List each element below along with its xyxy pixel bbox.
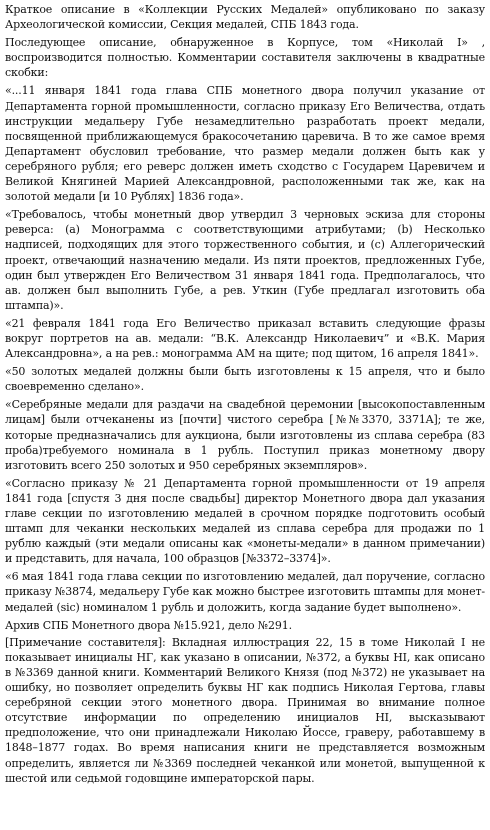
quote-paragraph-2: «Требовалось, чтобы монетный двор утвердил 3 черновых эскиза для стороны реверса: (a) Монограмма с соответствующими атрибутами; (b) Несколько надписей, подходящих для этого торжественного события, и (c) Аллегорический проект, отвечающий назначению медали. Из пяти проектов, предложенных Губе, один был утвержден Его Величеством 31 января 1841 года. Предполагалось, что ав. должен был выполнить Губе, а рев. Уткин (Губе предлагал изготовить оба штампа)». <box>5 208 485 312</box>
quote-paragraph-4: «50 золотых медалей должны были быть изготовлены к 15 апреля, что и было своевременно сделано». <box>5 365 485 394</box>
archive-reference: Архив СПБ Монетного двора №15.921, дело №291. <box>5 618 292 632</box>
quote-paragraph-6: «Согласно приказу № 21 Департамента горной промышленности от 19 апреля 1841 года [спустя 3 дня после свадьбы] директор Монетного двора дал указания главе секции по изготовлению медалей в срочном порядке подготовить особый штамп для чеканки нескольких медалей из сплава серебра для продажи по 1 рублю каждый (эти медали описаны как «монеты-медали» в данном примечании) и представить, для начала, 100 образцов [№3372–3374]». <box>5 476 485 566</box>
quote-paragraph-5: «Серебряные медали для раздачи на свадебной церемонии [высокопоставленным лицам] были отчеканены из [почти] чистого серебра [№№3370, 3371A]; те же, которые предназначались для аукциона, были изготовлены из сплава серебра (83 проба)требуемого номинала в 1 рубль. Поступил приказ монетному двору изготовить всего 250 золотых и 950 серебряных экземпляров». <box>5 398 485 472</box>
document-page <box>5 2 485 789</box>
quote-paragraph-3: «21 февраля 1841 года Его Величество приказал вставить следующие фразы вокруг портретов на ав. медали: “В.К. Александр Николаевич” и «В.К. Мария Александровна», а на рев.: монограмма АМ на щите; под щитом, 16 апреля 1841». <box>5 316 485 361</box>
compiler-note-paragraph: [Примечание составителя]: Вкладная иллюстрация 22, 15 в томе Николай I не показывает инициалы НГ, как указано в описании, №372, а буквы НI, как описано в №3369 данной книги. Комментарий Великого Князя (под №372) не указывает на ошибку, но позволяет определить буквы НГ как подпись Николая Гертова, главы серебряной секции этого монетного двора. Принимая во внимание полное отсутствие информации по определению инициалов НI, высказывают предположение, что они принадлежали Николаю Йоссе, граверу, работавшему в 1848–1877 годах. Во время написания книги не представляется возможным определить, является ли №3369 последней чеканкой или монетой, выпущенной к шестой или седьмой годовщине императорской пары. <box>5 635 485 785</box>
description-intro-paragraph: Последующее описание, обнаруженное в Корпусе, том «Николай I» , воспроизводится полностью. Комментарии составителя заключены в квадратные скобки: <box>5 36 485 80</box>
quote-paragraph-7: «6 мая 1841 года глава секции по изготовлению медалей, дал поручение, согласно приказу №3874, медальеру Губе как можно быстрее изготовить штампы для монет-медалей (sic) номиналом 1 рубль и доложить, когда задание будет выполнено». <box>5 570 485 614</box>
quote-paragraph-1: «...11 января 1841 года глава СПБ монетного двора получил указание от Департамента горной промышленности, согласно приказу Его Величества, отдать инструкции медальеру Губе незамедлительно разработать проект медали, посвященной приближающемуся бракосочетанию царевича. В то же самое время Департамент обусловил требование, что размер медали должен быть как у серебряного рубля; его реверс должен иметь сходство с Государем Царевичем и Великой Княгиней Марией Александровной, расположенными так же, как на золотой медали [и 10 Рублях] 1836 года». <box>5 84 485 204</box>
intro-paragraph: Краткое описание в «Коллекции Русских Медалей» опубликовано по заказу Археологической комиссии, Секция медалей, СПБ 1843 года. <box>5 3 485 32</box>
